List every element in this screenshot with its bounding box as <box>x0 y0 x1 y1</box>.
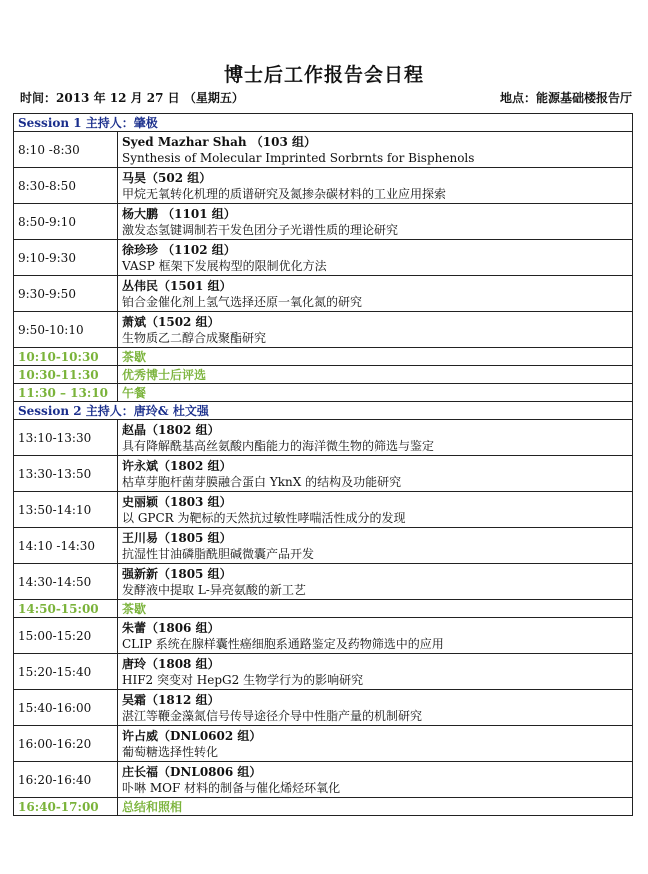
talk-row <box>14 726 633 762</box>
session-header: Session 2 主持人：唐玲& 杜文强 <box>14 402 633 420</box>
break-time: 14:50-15:00 <box>14 600 118 618</box>
talk-detail <box>118 528 633 564</box>
speaker-name: 庄长福（DNL0806 组） <box>122 764 262 779</box>
page-title: 博士后工作报告会日程 <box>223 64 424 86</box>
talk-time: 15:40-16:00 <box>14 690 118 726</box>
speaker-name: 马昊（502 组） <box>122 170 212 185</box>
talk-detail <box>118 762 633 798</box>
speaker-name: 杨大鹏 （1101 组） <box>122 206 236 221</box>
event-location: 地点：能源基础楼报告厅 <box>499 91 632 105</box>
break-row <box>14 384 633 402</box>
talk-title: VASP 框架下发展构型的限制优化方法 <box>122 258 327 273</box>
talk-time: 13:10-13:30 <box>14 420 118 456</box>
talk-time: 16:00-16:20 <box>14 726 118 762</box>
talk-row <box>14 618 633 654</box>
session-header-row <box>14 402 633 420</box>
talk-time: 9:50-10:10 <box>14 312 118 348</box>
speaker-name: Syed Mazhar Shah （103 组） <box>122 134 317 149</box>
talk-title: 卟啉 MOF 材料的制备与催化烯烃环氧化 <box>122 780 341 795</box>
break-label: 茶歇 <box>118 600 633 618</box>
talk-title: 湛江等鞭金藻氮信号传导途径介导中性脂产量的机制研究 <box>122 708 423 723</box>
talk-row <box>14 492 633 528</box>
talk-title: 铂合金催化剂上氢气选择还原一氧化氮的研究 <box>122 294 363 309</box>
talk-title: 枯草芽胞杆菌芽膜融合蛋白 YknX 的结构及功能研究 <box>122 474 402 489</box>
talk-detail <box>118 492 633 528</box>
talk-row <box>14 240 633 276</box>
talk-row <box>14 168 633 204</box>
break-time: 16:40-17:00 <box>14 798 118 816</box>
talk-time: 15:20-15:40 <box>14 654 118 690</box>
talk-row <box>14 654 633 690</box>
talk-detail <box>118 618 633 654</box>
talk-detail <box>118 456 633 492</box>
break-label: 总结和照相 <box>118 798 633 816</box>
talk-title: 甲烷无氧转化机理的质谱研究及氮掺杂碳材料的工业应用探索 <box>122 186 447 201</box>
talk-title: 发酵液中提取 L-异亮氨酸的新工艺 <box>122 582 306 597</box>
talk-detail <box>118 204 633 240</box>
talk-title: 具有降解酰基高丝氨酸内酯能力的海洋微生物的筛选与鉴定 <box>122 438 435 453</box>
talk-detail <box>118 132 633 168</box>
talk-time: 14:30-14:50 <box>14 564 118 600</box>
speaker-name: 史丽颖（1803 组） <box>122 494 232 509</box>
session-header-row <box>14 114 633 132</box>
speaker-name: 朱蕾（1806 组） <box>122 620 220 635</box>
speaker-name: 萧斌（1502 组） <box>122 314 220 329</box>
talk-time: 9:30-9:50 <box>14 276 118 312</box>
talk-row <box>14 564 633 600</box>
talk-row <box>14 132 633 168</box>
talk-time: 8:50-9:10 <box>14 204 118 240</box>
talk-detail <box>118 690 633 726</box>
break-row <box>14 600 633 618</box>
talk-time: 16:20-16:40 <box>14 762 118 798</box>
speaker-name: 强新新（1805 组） <box>122 566 232 581</box>
talk-detail <box>118 168 633 204</box>
talk-row <box>14 312 633 348</box>
talk-row <box>14 528 633 564</box>
talk-title: 葡萄糖选择性转化 <box>122 744 219 759</box>
speaker-name: 许永斌（1802 组） <box>122 458 232 473</box>
speaker-name: 吴霜（1812 组） <box>122 692 220 707</box>
talk-time: 14:10 -14:30 <box>14 528 118 564</box>
talk-time: 15:00-15:20 <box>14 618 118 654</box>
speaker-name: 王川易（1805 组） <box>122 530 232 545</box>
talk-row <box>14 420 633 456</box>
talk-detail <box>118 420 633 456</box>
event-time: 时间：2013 年 12 月 27 日 （星期五） <box>20 91 244 105</box>
talk-time: 8:10 -8:30 <box>14 132 118 168</box>
break-time: 10:10-10:30 <box>14 348 118 366</box>
talk-title: 抗湿性甘油磷脂酰胆碱微囊产品开发 <box>122 546 315 561</box>
talk-detail <box>118 654 633 690</box>
break-row <box>14 366 633 384</box>
talk-title: HIF2 突变对 HepG2 生物学行为的影响研究 <box>122 672 364 687</box>
talk-row <box>14 456 633 492</box>
speaker-name: 赵晶（1802 组） <box>122 422 220 437</box>
break-row <box>14 798 633 816</box>
talk-row <box>14 204 633 240</box>
talk-time: 13:30-13:50 <box>14 456 118 492</box>
break-row <box>14 348 633 366</box>
talk-title: 生物质乙二醇合成聚酯研究 <box>122 330 267 345</box>
talk-detail <box>118 726 633 762</box>
break-label: 优秀博士后评选 <box>118 366 633 384</box>
talk-time: 13:50-14:10 <box>14 492 118 528</box>
speaker-name: 徐珍珍 （1102 组） <box>122 242 236 257</box>
talk-detail <box>118 276 633 312</box>
talk-row <box>14 690 633 726</box>
talk-title: 以 GPCR 为靶标的天然抗过敏性哮喘活性成分的发现 <box>122 510 406 525</box>
talk-title: 激发态氢键调制若干发色团分子光谱性质的理论研究 <box>122 222 399 237</box>
talk-time: 8:30-8:50 <box>14 168 118 204</box>
speaker-name: 丛伟民（1501 组） <box>122 278 232 293</box>
session-header: Session 1 主持人：肇极 <box>14 114 633 132</box>
talk-detail <box>118 312 633 348</box>
speaker-name: 许占威（DNL0602 组） <box>122 728 262 743</box>
talk-row <box>14 276 633 312</box>
talk-detail <box>118 564 633 600</box>
break-label: 午餐 <box>118 384 633 402</box>
break-time: 10:30-11:30 <box>14 366 118 384</box>
speaker-name: 唐玲（1808 组） <box>122 656 220 671</box>
talk-row <box>14 762 633 798</box>
talk-title: CLIP 系统在腺样囊性癌细胞系通路鉴定及药物筛选中的应用 <box>122 636 444 651</box>
event-meta <box>20 89 632 107</box>
talk-detail <box>118 240 633 276</box>
talk-title: Synthesis of Molecular Imprinted Sorbrnts for Bisphenols <box>122 150 475 165</box>
break-time: 11:30 – 13:10 <box>14 384 118 402</box>
talk-time: 9:10-9:30 <box>14 240 118 276</box>
schedule-table <box>13 113 633 816</box>
break-label: 茶歇 <box>118 348 633 366</box>
